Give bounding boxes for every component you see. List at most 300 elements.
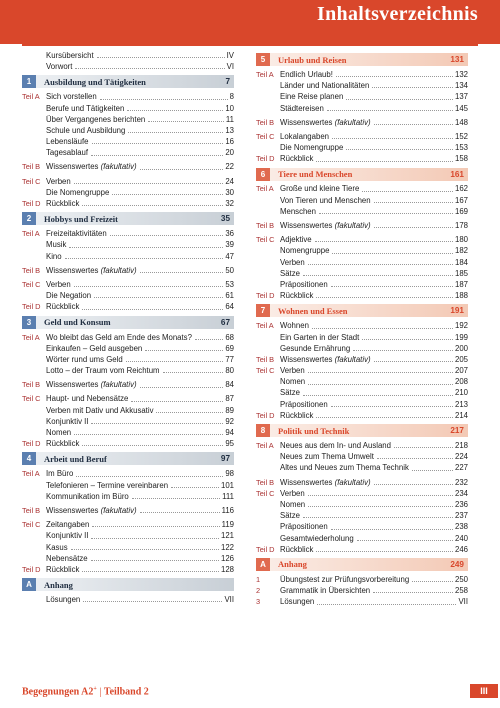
entry-page: IV: [226, 50, 234, 60]
entry-page: 122: [220, 542, 234, 552]
entry-title: [46, 468, 73, 479]
entry-title-text: Neues aus dem In- und Ausland: [280, 441, 391, 451]
dot-leader: [83, 601, 222, 602]
entry-title: [280, 206, 316, 217]
toc-entry: [256, 585, 468, 596]
chapter-number: 2: [22, 212, 36, 225]
dot-leader: [374, 227, 453, 228]
chapter-title: Wohnen und Essen: [278, 305, 348, 316]
dot-leader: [148, 121, 224, 122]
toc-entry: [256, 510, 468, 521]
chapter-heading: [256, 424, 468, 437]
entry-part-label: Teil D: [22, 302, 41, 312]
entry-title-text: Tagesablauf: [46, 148, 89, 158]
entry-title: [46, 480, 168, 491]
dot-leader: [110, 235, 224, 236]
toc-entry: [256, 399, 468, 410]
toc-entry: [22, 114, 234, 125]
entry-part-label: Teil D: [22, 564, 41, 574]
chapter-heading: [22, 578, 234, 591]
entry-page: 10: [225, 103, 234, 113]
entry-page: 50: [225, 265, 234, 275]
entry-title-text: Schule und Ausbildung: [46, 125, 126, 135]
entry-part-label: Teil B: [256, 117, 275, 127]
chapter-title: Ausbildung und Tätigkeiten: [44, 76, 146, 87]
toc-entry: [256, 290, 468, 301]
entry-page: 218: [454, 441, 468, 451]
dot-leader: [303, 517, 453, 518]
toc-entry: [256, 279, 468, 290]
dot-leader: [132, 498, 220, 499]
entry-page: 20: [225, 148, 234, 158]
dot-leader: [331, 529, 453, 530]
toc-entry: [22, 564, 234, 575]
entry-part-label: Teil A: [256, 184, 274, 194]
entry-title-text: Rückblick: [46, 302, 80, 312]
entry-title: [46, 198, 79, 209]
entry-title-note: (fakultativ): [100, 265, 137, 275]
chapter-title: Tiere und Menschen: [278, 169, 353, 179]
toc-entry: [22, 505, 234, 516]
page-number: III: [470, 684, 498, 698]
entry-page: 192: [454, 321, 468, 331]
entry-page: 32: [225, 199, 234, 209]
entry-title: [46, 505, 137, 516]
chapter-number: 5: [256, 53, 270, 66]
entry-title-text: Nomen: [46, 428, 72, 438]
entry-title: [46, 438, 79, 449]
toc-entry: [256, 596, 468, 607]
entry-page: VII: [224, 595, 234, 605]
dot-leader: [82, 205, 223, 206]
entry-title: [46, 416, 88, 427]
chapter-heading: [22, 316, 234, 329]
toc-entry: [22, 251, 234, 262]
dot-leader: [316, 297, 453, 298]
entry-title-text: Nebensätze: [46, 553, 88, 563]
dot-leader: [332, 138, 453, 139]
entry-part-label: Teil A: [256, 321, 274, 331]
dot-leader: [412, 581, 453, 582]
entry-page: 237: [454, 511, 468, 521]
entry-part-label: Teil D: [256, 154, 275, 164]
chapter-number: 7: [256, 304, 270, 317]
entry-page: 94: [225, 428, 234, 438]
entry-title: [280, 195, 371, 206]
dot-leader: [97, 57, 225, 58]
entry-title-text: Die Nomengruppe: [46, 187, 110, 197]
toc-entry: [22, 542, 234, 553]
dot-leader: [308, 384, 453, 385]
entry-page: 101: [220, 480, 234, 490]
dot-leader: [91, 155, 223, 156]
entry-title: [280, 320, 309, 331]
entry-title: [46, 136, 89, 147]
entry-title: [280, 245, 329, 256]
entry-title-text: Präpositionen: [280, 522, 328, 532]
entry-title: [46, 91, 97, 102]
dot-leader: [75, 68, 224, 69]
dot-leader: [331, 286, 453, 287]
entry-part-label: Teil D: [256, 544, 275, 554]
entry-page: 24: [225, 176, 234, 186]
dot-leader: [312, 328, 453, 329]
toc-entry: [22, 265, 234, 276]
entry-title: [280, 234, 312, 245]
entry-page: 184: [454, 257, 468, 267]
entry-page: 11: [225, 114, 234, 124]
entry-title: [46, 161, 137, 172]
chapter-heading: [256, 168, 468, 181]
toc-entry: [22, 136, 234, 147]
entry-page: VII: [458, 597, 468, 607]
toc-entry: [256, 332, 468, 343]
entry-page: 30: [225, 187, 234, 197]
toc-entry: [256, 220, 468, 231]
toc-entry: [256, 343, 468, 354]
entry-part-label: Teil C: [256, 488, 275, 498]
toc-entry: [22, 354, 234, 365]
entry-page: 213: [454, 399, 468, 409]
entry-title-text: Kommunikation im Büro: [46, 491, 129, 501]
chapter-number: 1: [22, 75, 36, 88]
entry-title: [280, 574, 409, 585]
toc-entry: [256, 80, 468, 91]
entry-title-text: Über Vergangenes berichten: [46, 114, 146, 124]
entry-title-text: Im Büro: [46, 469, 74, 479]
entry-part-label: Teil A: [22, 92, 40, 102]
entry-part-label: Teil D: [256, 410, 275, 420]
entry-page: 236: [454, 499, 468, 509]
dot-leader: [308, 372, 453, 373]
entry-page: 232: [454, 477, 468, 487]
entry-title-text: Wissenswertes: [280, 354, 333, 364]
toc-entry: [256, 354, 468, 365]
toc-entry: [22, 365, 234, 376]
entry-part-label: Teil B: [22, 505, 41, 515]
entry-page: 199: [454, 332, 468, 342]
entry-page: 47: [225, 251, 234, 261]
entry-title: [280, 220, 371, 231]
dot-leader: [394, 447, 453, 448]
dot-leader: [82, 445, 223, 446]
chapter-page: 161: [450, 169, 464, 179]
entry-title-text: Sätze: [280, 388, 300, 398]
chapter-title: Anhang: [278, 559, 307, 570]
toc-entry: [22, 290, 234, 301]
dot-leader: [131, 401, 223, 402]
page-title: Inhaltsverzeichnis: [317, 3, 478, 25]
entry-title-text: Neues zum Thema Umwelt: [280, 452, 374, 462]
entry-title: [46, 427, 71, 438]
toc-entry: [256, 477, 468, 488]
entry-page: 84: [225, 380, 234, 390]
entry-title-text: Nomen: [280, 377, 306, 387]
entry-title: [280, 142, 343, 153]
entry-part-label: Teil D: [256, 291, 275, 301]
entry-title: [280, 91, 343, 102]
entry-title: [280, 462, 409, 473]
toc-entry: [22, 468, 234, 479]
entry-page: 152: [454, 131, 468, 141]
entry-title-text: Berufe und Tätigkeiten: [46, 103, 125, 113]
entry-title-text: Wörter rund ums Geld: [46, 354, 123, 364]
entry-title-text: Wissenswertes: [46, 162, 99, 172]
toc-entry: [22, 301, 234, 312]
entry-title-text: Lokalangaben: [280, 131, 329, 141]
toc-entry: [22, 91, 234, 102]
chapter-heading: [22, 212, 234, 225]
entry-title-text: Länder und Nationalitäten: [280, 81, 370, 91]
entry-page: 87: [225, 394, 234, 404]
dot-leader: [82, 571, 219, 572]
chapter-number: 4: [22, 452, 36, 465]
toc-entry: [22, 279, 234, 290]
toc-entry: [22, 103, 234, 114]
dot-leader: [319, 213, 453, 214]
dot-leader: [332, 253, 453, 254]
entry-title-text: Lösungen: [280, 597, 315, 607]
entry-part-label: Teil A: [256, 69, 274, 79]
book-title-sup: +: [93, 686, 97, 692]
entry-page: 39: [225, 240, 234, 250]
toc-entry: [256, 462, 468, 473]
dot-leader: [316, 551, 453, 552]
entry-title-text: Rückblick: [280, 154, 314, 164]
entry-title: [46, 332, 192, 343]
entry-page: 200: [454, 343, 468, 353]
entry-title: [280, 80, 369, 91]
entry-title-note: (fakultativ): [334, 354, 371, 364]
entry-page: 234: [454, 488, 468, 498]
entry-title-text: Wissenswertes: [46, 265, 99, 275]
entry-title: [46, 265, 137, 276]
entry-part-label: Teil B: [22, 265, 41, 275]
toc-entry: [22, 228, 234, 239]
dot-leader: [140, 169, 224, 170]
entry-title: [46, 301, 79, 312]
entry-part-label: 1: [256, 574, 261, 584]
header-rule: [22, 44, 478, 46]
entry-page: 207: [454, 366, 468, 376]
entry-title-text: Freizeitaktivitäten: [46, 229, 107, 239]
dot-leader: [126, 361, 224, 362]
entry-page: 77: [225, 354, 234, 364]
entry-title: [280, 477, 371, 488]
dot-leader: [362, 191, 453, 192]
dot-leader: [140, 272, 224, 273]
entry-title: [46, 491, 129, 502]
dot-leader: [374, 124, 453, 125]
entry-page: 92: [225, 416, 234, 426]
dot-leader: [71, 549, 219, 550]
toc-entry: [256, 488, 468, 499]
entry-title-text: Präpositionen: [280, 279, 328, 289]
toc-entry: [22, 332, 234, 343]
entry-part-label: Teil B: [256, 221, 275, 231]
toc-entry: [256, 410, 468, 421]
toc-entry: [22, 50, 234, 61]
dot-leader: [92, 526, 219, 527]
dot-leader: [69, 247, 223, 248]
entry-page: 167: [454, 195, 468, 205]
entry-page: 188: [454, 291, 468, 301]
entry-page: 8: [229, 92, 234, 102]
chapter-page: 97: [220, 454, 230, 464]
entry-title: [280, 533, 354, 544]
entry-page: 16: [225, 137, 234, 147]
toc-entry: [22, 187, 234, 198]
entry-part-label: Teil A: [22, 469, 40, 479]
entry-page: 134: [454, 81, 468, 91]
entry-part-label: 2: [256, 586, 261, 596]
entry-title: [46, 176, 71, 187]
entry-page: 121: [220, 531, 234, 541]
entry-title-text: Übungstest zur Prüfungsvorbereitung: [280, 574, 410, 584]
entry-page: 64: [225, 302, 234, 312]
entry-page: 95: [225, 439, 234, 449]
dot-leader: [65, 258, 224, 259]
entry-part-label: Teil D: [22, 199, 41, 209]
entry-page: 158: [454, 154, 468, 164]
toc-right-column: [256, 50, 468, 608]
dot-leader: [91, 423, 223, 424]
entry-title-text: Musik: [46, 240, 67, 250]
chapter-number: A: [22, 578, 36, 591]
dot-leader: [374, 484, 453, 485]
entry-part-label: Teil A: [256, 441, 274, 451]
entry-title-text: Wo bleibt das Geld am Ende des Monats?: [46, 332, 192, 342]
toc-entry: [22, 553, 234, 564]
entry-title: [280, 521, 328, 532]
entry-title-text: Menschen: [280, 206, 316, 216]
entry-part-label: 3: [256, 597, 261, 607]
dot-leader: [140, 387, 224, 388]
entry-title-note: (fakultativ): [100, 380, 137, 390]
entry-page: 178: [454, 221, 468, 231]
toc-entry: [256, 388, 468, 399]
toc-entry: [22, 519, 234, 530]
entry-title-text: Altes und Neues zum Thema Technik: [280, 463, 409, 473]
entry-title: [280, 279, 328, 290]
entry-title-text: Endlich Urlaub!: [280, 69, 333, 79]
entry-title-text: Sich vorstellen: [46, 92, 97, 102]
toc-entry: [256, 103, 468, 114]
dot-leader: [372, 87, 453, 88]
entry-title: [280, 290, 313, 301]
dot-leader: [327, 110, 453, 111]
chapter-title: Politik und Technik: [278, 425, 350, 436]
dot-leader: [303, 275, 453, 276]
entry-title-text: Verben mit Dativ und Akkusativ: [46, 405, 154, 415]
entry-title: [46, 50, 94, 61]
dot-leader: [140, 512, 220, 513]
dot-leader: [74, 434, 223, 435]
toc-entry: [256, 376, 468, 387]
toc-entry: [22, 379, 234, 390]
entry-title: [280, 343, 350, 354]
entry-title: [280, 117, 371, 128]
toc-entry: [22, 394, 234, 405]
entry-page: 53: [225, 279, 234, 289]
toc-entry: [256, 117, 468, 128]
chapter-heading: [256, 53, 468, 66]
chapter-number: 8: [256, 424, 270, 437]
entry-title-text: Gesunde Ernährung: [280, 343, 351, 353]
entry-part-label: Teil C: [256, 235, 275, 245]
entry-page: 132: [454, 69, 468, 79]
chapter-page: 249: [450, 559, 464, 569]
entry-title-text: Lotto – der Traum vom Reichtum: [46, 366, 160, 376]
entry-title: [46, 279, 71, 290]
entry-part-label: Teil C: [256, 131, 275, 141]
entry-title: [46, 251, 62, 262]
toc-entry: [22, 594, 234, 605]
dot-leader: [91, 560, 219, 561]
entry-page: 182: [454, 246, 468, 256]
toc-entry: [22, 198, 234, 209]
entry-title: [46, 125, 125, 136]
entry-page: 210: [454, 388, 468, 398]
entry-page: 162: [454, 184, 468, 194]
entry-title-text: Große und kleine Tiere: [280, 184, 360, 194]
entry-page: 227: [454, 463, 468, 473]
entry-page: 98: [225, 469, 234, 479]
toc-entry: [256, 521, 468, 532]
toc-entry: [256, 257, 468, 268]
chapter-page: 191: [450, 306, 464, 316]
entry-title-text: Wissenswertes: [46, 505, 99, 515]
entry-title-text: Rückblick: [46, 199, 80, 209]
dot-leader: [94, 297, 223, 298]
entry-title: [280, 544, 313, 555]
entry-title-text: Haupt- und Nebensätze: [46, 394, 129, 404]
chapter-title: Urlaub und Reisen: [278, 54, 347, 65]
chapter-heading: [22, 452, 234, 465]
toc-entry: [22, 405, 234, 416]
entry-title: [46, 290, 91, 301]
entry-page: 116: [221, 505, 234, 515]
toc-entry: [22, 343, 234, 354]
entry-title-text: Zeitangaben: [46, 520, 90, 530]
chapter-number: A: [256, 558, 270, 571]
entry-title-text: Wissenswertes: [280, 117, 333, 127]
toc-entry: [22, 176, 234, 187]
entry-title-text: Rückblick: [280, 410, 314, 420]
entry-title: [280, 332, 359, 343]
entry-title-text: Konjunktiv II: [46, 416, 89, 426]
entry-title: [46, 519, 89, 530]
dot-leader: [74, 286, 224, 287]
entry-title-text: Konjunktiv II: [46, 531, 89, 541]
dot-leader: [128, 132, 223, 133]
entry-title-text: Vorwort: [46, 62, 73, 72]
toc-entry: [22, 162, 234, 173]
entry-title: [280, 153, 313, 164]
toc-entry: [22, 125, 234, 136]
entry-page: 205: [454, 354, 468, 364]
entry-title-text: Verben: [280, 488, 305, 498]
chapter-page: 7: [225, 77, 230, 87]
toc-entry: [256, 320, 468, 331]
toc-entry: [256, 365, 468, 376]
entry-title: [46, 594, 80, 605]
entry-page: 187: [454, 279, 468, 289]
entry-title-text: Lebensläufe: [46, 137, 89, 147]
dot-leader: [308, 506, 453, 507]
entry-title: [46, 114, 145, 125]
dot-leader: [346, 99, 453, 100]
